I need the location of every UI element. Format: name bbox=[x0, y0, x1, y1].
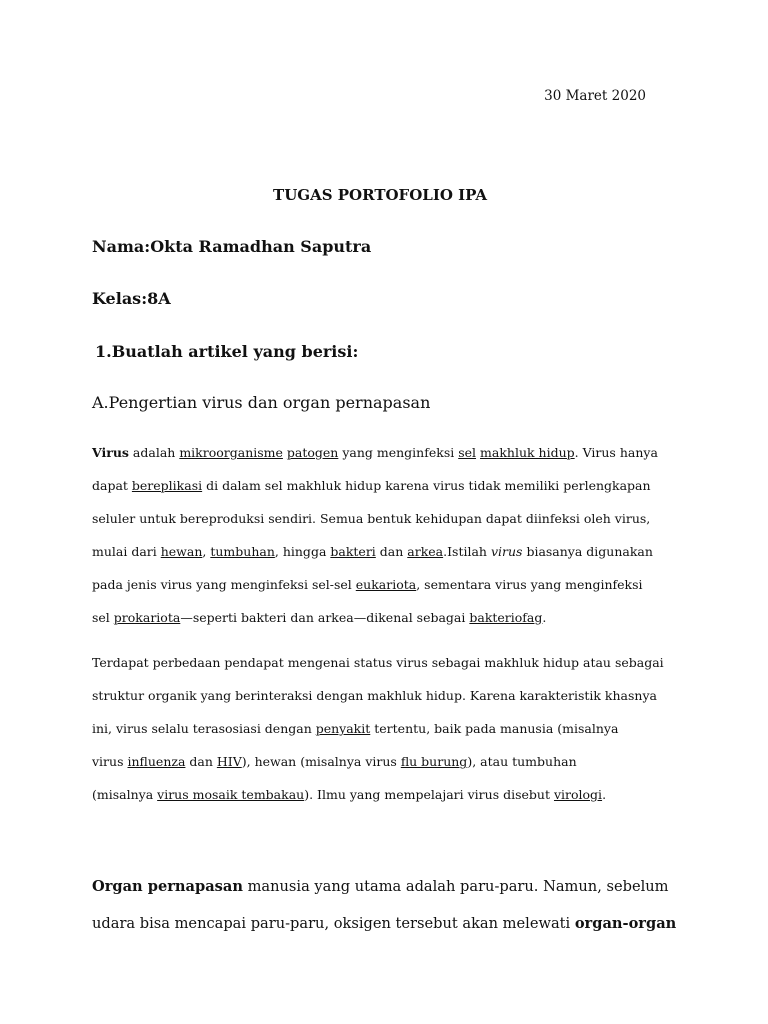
text-run: di dalam sel makhluk hidup karena virus tidak memiliki perlengkapan bbox=[202, 478, 651, 493]
link-bereplikasi[interactable]: bereplikasi bbox=[131, 478, 203, 493]
document-title: TUGAS PORTOFOLIO IPA bbox=[273, 186, 487, 204]
text-run: (misalnya bbox=[92, 787, 158, 802]
paragraph-line bbox=[92, 502, 692, 535]
text-run: pada jenis virus yang menginfeksi sel-sel bbox=[92, 577, 356, 592]
link-penyakit[interactable]: penyakit bbox=[315, 721, 371, 736]
link-hiv[interactable]: HIV bbox=[216, 754, 242, 769]
paragraph-line bbox=[92, 469, 692, 502]
text-run: manusia yang utama adalah paru-paru. Namun, sebelum bbox=[242, 878, 669, 895]
link-bakteri[interactable]: bakteri bbox=[330, 544, 376, 559]
text-run: . bbox=[602, 787, 607, 802]
paragraph-line bbox=[92, 646, 692, 679]
subheading: A.Pengertian virus dan organ pernapasan bbox=[92, 393, 431, 412]
text-run: tertentu, baik pada manusia (misalnya bbox=[370, 721, 619, 736]
link-flu-burung[interactable]: flu burung bbox=[400, 754, 468, 769]
paragraph-line bbox=[92, 436, 692, 469]
paragraph-line bbox=[92, 745, 692, 778]
link-virus-mosaik-tembakau[interactable]: virus mosaik tembakau bbox=[157, 787, 305, 802]
document-date: 30 Maret 2020 bbox=[544, 88, 646, 104]
text-run: , sementara virus yang menginfeksi bbox=[416, 577, 643, 592]
link-tumbuhan[interactable]: tumbuhan bbox=[210, 544, 275, 559]
text-run: dapat bbox=[92, 478, 132, 493]
text-run: struktur organik yang berinteraksi dengan makhluk hidup. Karena karakteristik khasnya bbox=[92, 688, 657, 703]
paragraph-line bbox=[92, 535, 692, 568]
text-run: adalah bbox=[128, 445, 180, 460]
link-virologi[interactable]: virologi bbox=[553, 787, 603, 802]
text-run: ), atau tumbuhan bbox=[467, 754, 577, 769]
link-eukariota[interactable]: eukariota bbox=[355, 577, 417, 592]
term-virus: Virus bbox=[92, 445, 129, 460]
link-hewan[interactable]: hewan bbox=[160, 544, 203, 559]
text-run: udara bisa mencapai paru-paru, oksigen tersebut akan melewati bbox=[92, 915, 575, 932]
paragraph-line bbox=[92, 568, 692, 601]
term-organ-organ: organ-organ bbox=[574, 915, 677, 932]
term-organ-pernapasan: Organ pernapasan bbox=[92, 878, 243, 895]
paragraph-line bbox=[92, 679, 692, 712]
link-influenza[interactable]: influenza bbox=[127, 754, 186, 769]
text-run: virus bbox=[92, 754, 128, 769]
text-run: dan bbox=[185, 754, 217, 769]
link-patogen[interactable]: patogen bbox=[286, 445, 339, 460]
paragraph-line bbox=[92, 712, 692, 745]
question-heading: 1.Buatlah artikel yang berisi: bbox=[95, 342, 359, 361]
text-run: biasanya digunakan bbox=[522, 544, 653, 559]
student-name-line: Nama:Okta Ramadhan Saputra bbox=[92, 237, 372, 256]
text-run: sel bbox=[92, 610, 114, 625]
text-run: yang menginfeksi bbox=[338, 445, 459, 460]
paragraph-line bbox=[92, 905, 692, 942]
paragraph-line bbox=[92, 601, 692, 634]
link-bakteriofag[interactable]: bakteriofag bbox=[469, 610, 543, 625]
text-run: Terdapat perbedaan pendapat mengenai status virus sebagai makhluk hidup atau sebagai bbox=[92, 655, 664, 670]
link-prokariota[interactable]: prokariota bbox=[113, 610, 181, 625]
text-run: .Istilah bbox=[443, 544, 491, 559]
student-class-line: Kelas:8A bbox=[92, 289, 171, 308]
text-run: , hingga bbox=[274, 544, 331, 559]
text-run: ini, virus selalu terasosiasi dengan bbox=[92, 721, 316, 736]
link-arkea[interactable]: arkea bbox=[407, 544, 444, 559]
link-sel[interactable]: sel bbox=[458, 445, 477, 460]
text-run: seluler untuk bereproduksi sendiri. Semua bentuk kehidupan dapat diinfeksi oleh virus, bbox=[92, 511, 651, 526]
text-run: ). Ilmu yang mempelajari virus disebut bbox=[304, 787, 554, 802]
text-run: . bbox=[542, 610, 547, 625]
text-run: . Virus hanya bbox=[574, 445, 658, 460]
paragraph-line bbox=[92, 868, 692, 905]
virus-status-paragraph bbox=[92, 646, 692, 811]
text-run: ), hewan (misalnya virus bbox=[241, 754, 401, 769]
text-run: dan bbox=[375, 544, 408, 559]
text-run: , bbox=[202, 544, 211, 559]
virus-paragraph bbox=[92, 436, 692, 634]
text-run: mulai dari bbox=[92, 544, 161, 559]
link-makhluk-hidup[interactable]: makhluk hidup bbox=[480, 445, 575, 460]
paragraph-line bbox=[92, 778, 692, 811]
organ-paragraph bbox=[92, 868, 692, 942]
text-run: —seperti bakteri dan arkea—dikenal sebagai bbox=[180, 610, 470, 625]
link-mikroorganisme[interactable]: mikroorganisme bbox=[179, 445, 283, 460]
italic-virus: virus bbox=[490, 544, 523, 559]
